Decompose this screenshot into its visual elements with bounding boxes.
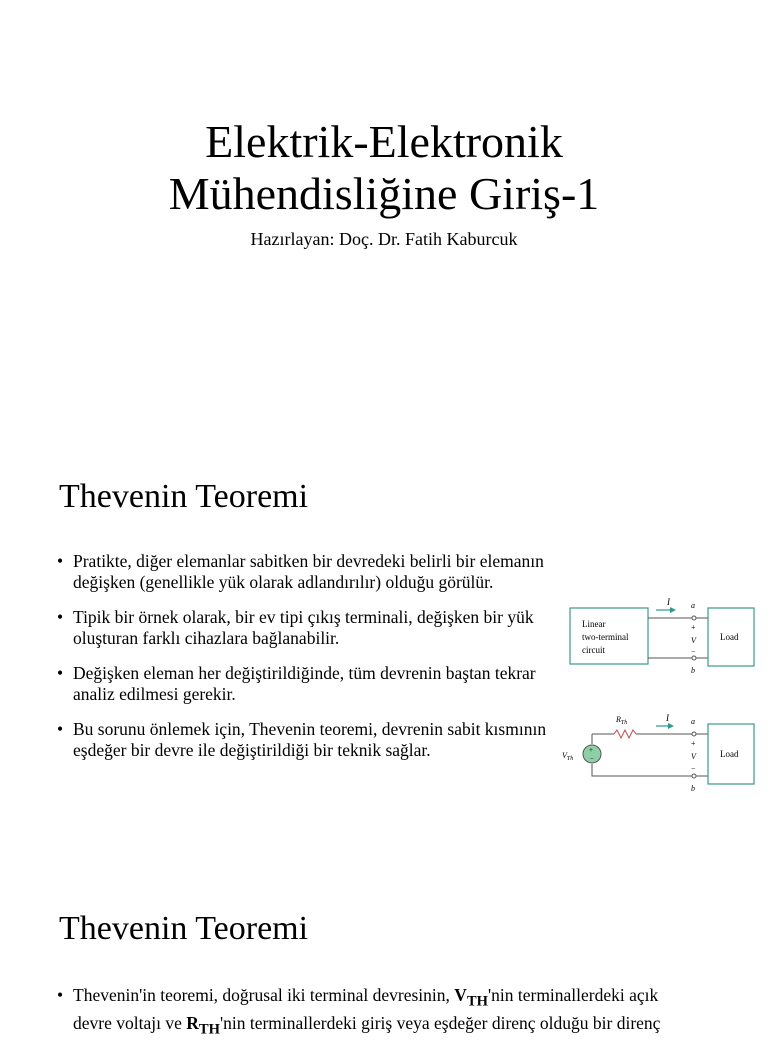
bullet-list — [57, 985, 757, 1054]
rth-symbol: $R_{TH}$ — [186, 1012, 220, 1037]
presentation-subtitle: Hazırlayan: Doç. Dr. Fatih Kaburcuk — [250, 229, 518, 249]
node-b-label: b — [691, 666, 695, 675]
slide-title: Thevenin Teoremi — [59, 910, 309, 947]
box-label-line-2: two-terminal — [582, 632, 629, 642]
bullet-text: Değişken eleman her değiştirildiğinde, tüm devrenin baştan tekrar analiz edilmesi gerekir. — [73, 663, 536, 704]
bullet-item: • Pratikte, diğer elemanlar sabitken bir devredeki belirli bir elemanın değişken (genellikle yük olarak adlandırılır) olduğu görülür. — [57, 551, 544, 592]
bullet-text: Pratikte, diğer elemanlar sabitken bir devredeki belirli bir elemanın değişken (genellikle yük olarak adlandırılır) olduğu görülür. — [73, 551, 544, 592]
minus-label: − — [691, 647, 696, 656]
current-label: I — [667, 597, 670, 607]
title-line-1: Elektrik-Elektronik — [205, 116, 563, 167]
bullet-list — [57, 551, 549, 775]
load-label: Load — [720, 749, 739, 759]
load-label: Load — [720, 632, 739, 642]
node-a-label: a — [691, 717, 695, 726]
resistor-label: $R_{Th}$ — [616, 715, 628, 726]
bullet-text-part: Thevenin'in teoremi, doğrusal iki terminal devresinin, — [73, 985, 455, 1005]
source-label: $V_{Th}$ — [562, 751, 574, 762]
bullet-item: • Thevenin'in teoremi, doğrusal iki terminal devresinin, $V_{TH}'nin$ terminallerdeki açık devre voltajı ve $R_{TH}'nin$ terminallerdeki giriş veya eşdeğer direnç olduğu bir direnç — [57, 985, 661, 1037]
plus-label: + — [691, 739, 696, 748]
circuit-diagram-linear — [566, 596, 762, 680]
voltage-label: V — [691, 636, 696, 645]
bullet-text: Tipik bir örnek olarak, bir ev tipi çıkış terminali, değişken bir yük oluşturan farklı cihazlara bağlanabilir. — [73, 607, 534, 648]
plus-label: + — [691, 623, 696, 632]
bullet-item: • Bu sorunu önlemek için, Thevenin teoremi, devrenin sabit kısmının eşdeğer bir devre ile değiştirildiği bir teknik sağlar. — [57, 719, 547, 760]
bullet-text-part: 'nin terminallerdeki açık — [487, 985, 659, 1005]
current-label: I — [666, 713, 669, 723]
node-a-label: a — [691, 601, 695, 610]
slide-thevenin-definition — [0, 870, 768, 1037]
svg-text:+: + — [589, 746, 593, 754]
bullet-item: • Değişken eleman her değiştirildiğinde, tüm devrenin baştan tekrar analiz edilmesi gerekir. — [57, 663, 536, 704]
vth-symbol: $V_{TH}$ — [454, 985, 488, 1010]
circuit-diagram-thevenin-equivalent — [560, 710, 762, 796]
slide-title: Thevenin Teoremi — [59, 478, 309, 515]
box-label-line-3: circuit — [582, 645, 605, 655]
voltage-label: V — [691, 752, 696, 761]
resistor-symbol — [614, 730, 636, 738]
minus-label: − — [691, 764, 696, 773]
node-b-label: b — [691, 784, 695, 793]
svg-text:−: − — [590, 755, 594, 763]
bullet-text: Bu sorunu önlemek için, Thevenin teoremi, devrenin sabit kısmının eşdeğer bir devre ile değiştirildiği bir teknik sağlar. — [73, 719, 547, 760]
bullet-item: • Tipik bir örnek olarak, bir ev tipi çıkış terminali, değişken bir yük oluşturan farklı cihazlara bağlanabilir. — [57, 607, 534, 648]
bullet-text-part: devre voltajı ve — [73, 1012, 187, 1033]
title-line-2: Mühendisliğine Giriş-1 — [168, 168, 600, 219]
bullet-text-part: 'nin terminallerdeki giriş veya eşdeğer direnç olduğu bir direnç — [219, 1012, 661, 1033]
box-label-line-1: Linear — [582, 619, 606, 629]
